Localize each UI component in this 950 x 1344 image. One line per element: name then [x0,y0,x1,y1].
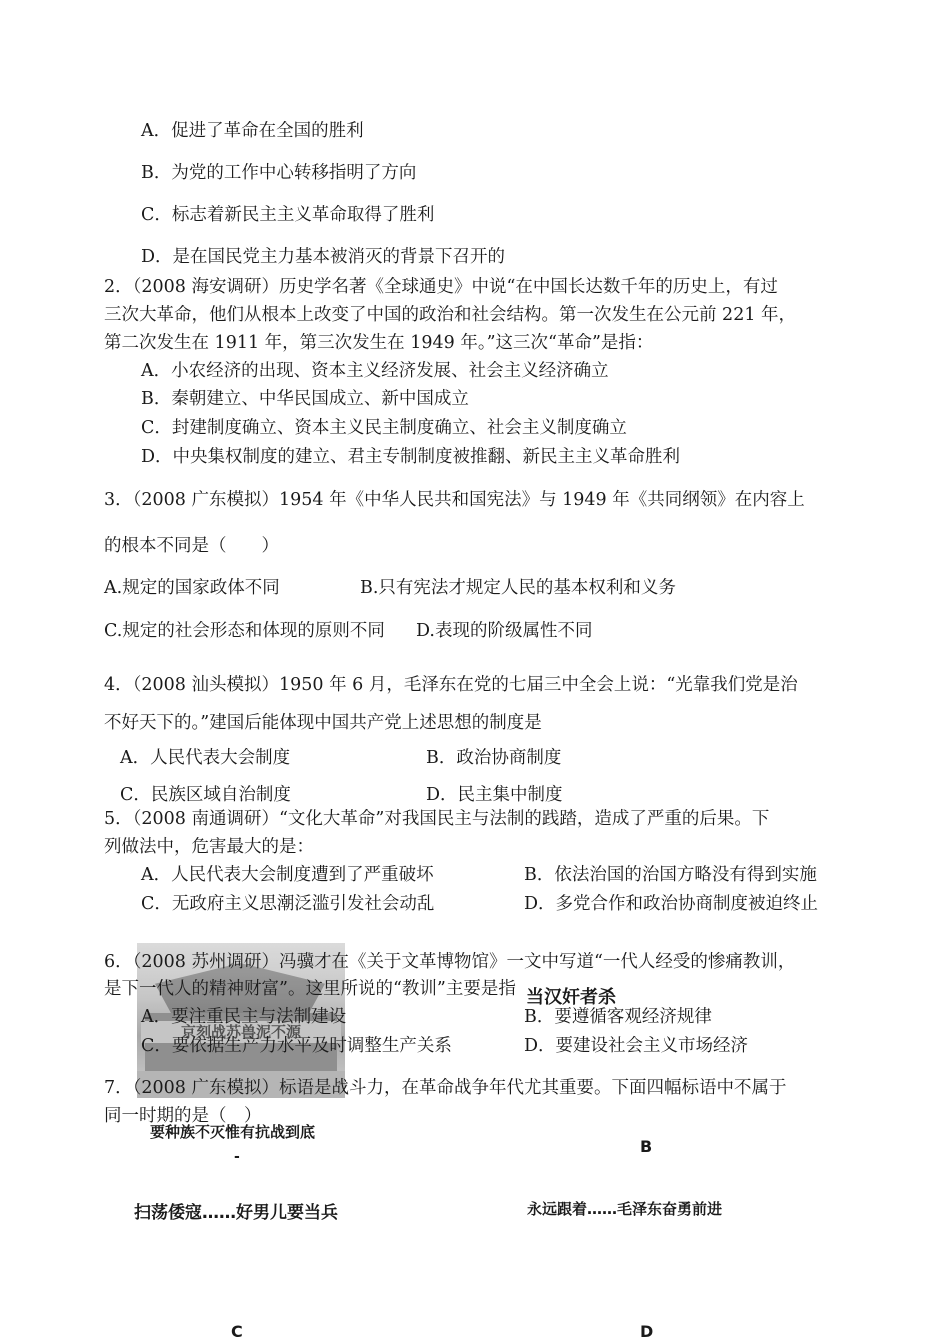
q3-option-c: C.规定的社会形态和体现的原则不同 [104,621,385,641]
q2-option-b: B．秦朝建立、中华民国成立、新中国成立 [141,389,469,409]
q3-option-a: A.规定的国家政体不同 [104,578,280,598]
q6-option-b: B．要遵循客观经济规律 [524,1007,712,1027]
slogan-d-text: 永远跟着……毛泽东奋勇前进 [527,1200,723,1218]
q6-option-c: C．要依据生产力水平及时调整生产关系 [141,1036,452,1056]
q6-stem-line1: 6．（2008 苏州调研）冯骥才在《关于文革博物馆》一文中写道“一代人经受的惨痛教训， [104,952,796,972]
q5-option-d: D．多党合作和政治协商制度被迫终止 [524,894,819,914]
q4-option-a: A．人民代表大会制度 [120,748,291,768]
q5-stem-line2: 列做法中，危害最大的是： [104,837,314,857]
q4-option-d: D．民主集中制度 [426,785,563,805]
slogan-d-mark: D [640,1322,654,1341]
slogan-c-text: 扫荡倭寇……好男儿要当兵 [134,1203,338,1223]
slogan-b-text: 当汉奸者杀 [526,987,616,1008]
q6-option-a: A．要注重民主与法制建设 [141,1007,347,1027]
q3-option-b: B.只有宪法才规定人民的基本权利和义务 [360,578,676,598]
q1-option-a: A．促进了革命在全国的胜利 [141,121,364,141]
q5-option-a: A．人民代表大会制度遭到了严重破坏 [141,865,434,885]
q4-stem-line1: 4．（2008 汕头模拟）1950 年 6 月，毛泽东在党的七届三中全会上说：“光靠我们党是治 [104,675,798,695]
slogan-a-text: 要种族不灭惟有抗战到底 [150,1123,316,1141]
photo-slogan-text: 京刻战苏兽泥不源 [141,1021,341,1043]
q5-option-c: C．无政府主义思潮泛滥引发社会动乱 [141,894,435,914]
q1-option-b: B．为党的工作中心转移指明了方向 [141,163,417,183]
q2-option-c: C．封建制度确立、资本主义民主制度确立、社会主义制度确立 [141,418,627,438]
q1-option-d: D．是在国民党主力基本被消灭的背景下召开的 [141,247,506,267]
q5-stem-line1: 5．（2008 南通调研）“文化大革命”对我国民主与法制的践踏，造成了严重的后果。下 [104,809,770,829]
slogan-c-mark: C [231,1322,243,1341]
q2-stem-line2: 三次大革命，他们从根本上改变了中国的政治和社会结构。第一次发生在公元前 221 年， [104,305,797,325]
q4-stem-line2: 不好天下的。”建国后能体现中国共产党上述思想的制度是 [104,713,542,733]
q7-stem-line2: 同一时期的是（ ） [104,1106,262,1126]
q3-stem-line1: 3．（2008 广东模拟）1954 年《中华人民共和国宪法》与 1949 年《共同纲领》在内容上 [104,490,805,510]
q7-stem-line1: 7．（2008 广东模拟）标语是战斗力，在革命战争年代尤其重要。下面四幅标语中不属于 [104,1078,787,1098]
q4-option-b: B．政治协商制度 [426,748,562,768]
q4-option-c: C．民族区域自治制度 [120,785,291,805]
q6-option-d: D．要建设社会主义市场经济 [524,1036,749,1056]
q5-option-b: B．依法治国的治国方略没有得到实施 [524,865,817,885]
q2-stem-line3: 第二次发生在 1911 年，第三次发生在 1949 年。”这三次“革命”是指： [104,333,654,353]
q2-option-d: D．中央集权制度的建立、君主专制制度被推翻、新民主主义革命胜利 [141,447,681,467]
q3-stem-line2: 的根本不同是（ ） [104,536,279,556]
q3-option-d: D.表现的阶级属性不同 [416,621,593,641]
q2-option-a: A．小农经济的出现、资本主义经济发展、社会主义经济确立 [141,361,609,381]
q2-stem-line1: 2．（2008 海安调研）历史学名著《全球通史》中说“在中国长达数千年的历史上，有过 [104,277,778,297]
slogan-a-mark: - [234,1149,240,1165]
q1-option-c: C．标志着新民主主义革命取得了胜利 [141,205,435,225]
slogan-b-mark: B [640,1137,653,1156]
q6-stem-line2: 是下一代人的精神财富”。这里所说的“教训”主要是指 [104,979,516,999]
